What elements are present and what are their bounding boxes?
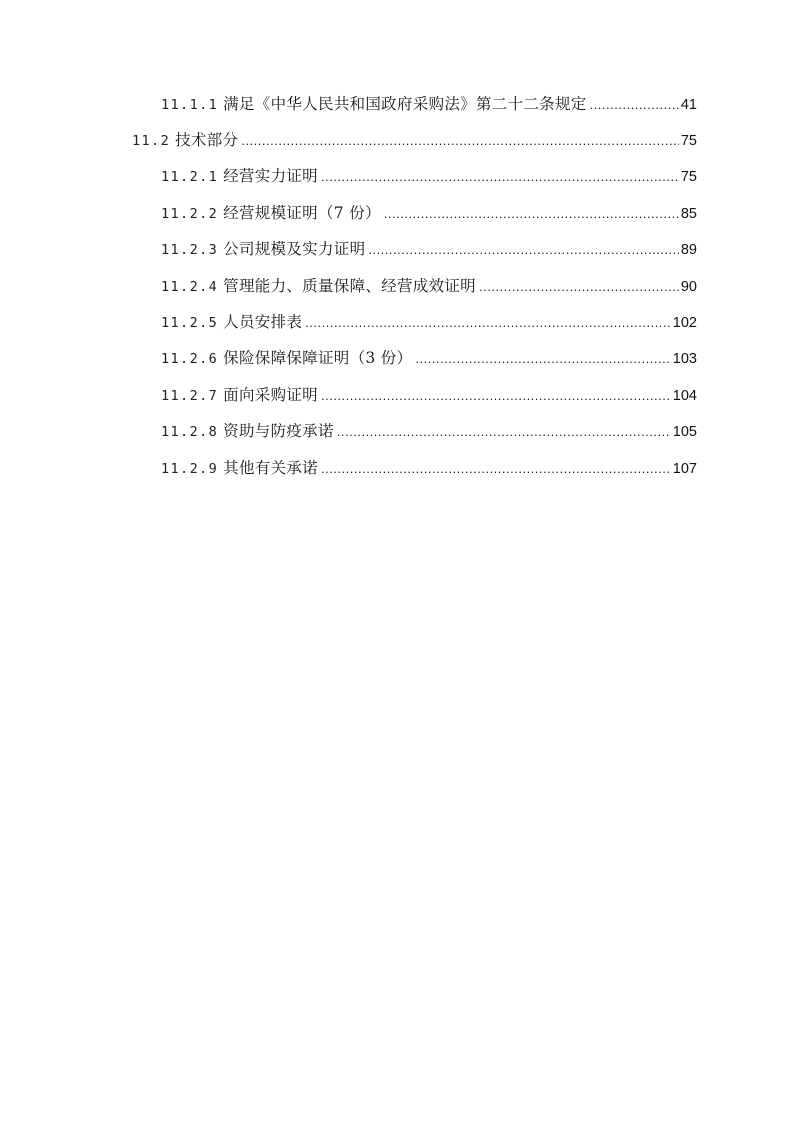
toc-entry-number: 11.2.9 (161, 460, 219, 477)
toc-entry-number: 11.2 (132, 133, 171, 150)
toc-entry-11-2-3[interactable] (0, 232, 794, 268)
toc-entry-page: 75 (680, 133, 697, 150)
toc-leader-dots (479, 277, 679, 295)
toc-leader-dots (321, 386, 671, 404)
toc-entry-11-2-7[interactable] (0, 377, 794, 413)
toc-entry-number: 11.1.1 (161, 96, 219, 113)
toc-leader-dots (368, 240, 678, 258)
toc-entry-page: 90 (680, 278, 697, 295)
toc-entry-page: 85 (680, 205, 697, 222)
toc-entry-11-2-8[interactable] (0, 414, 794, 450)
toc-entry-title: 技术部分 (175, 131, 239, 150)
toc-leader-dots (241, 131, 679, 149)
toc-entry-page: 104 (672, 387, 697, 404)
toc-entry-number: 11.2.8 (161, 424, 219, 441)
toc-leader-dots (337, 422, 671, 440)
toc-entry-number: 11.2.7 (161, 387, 219, 404)
toc-entry-number: 11.2.1 (161, 169, 219, 186)
toc-leader-dots (415, 349, 670, 367)
toc-entry-title: 管理能力、质量保障、经营成效证明 (223, 276, 476, 295)
toc-entry-number: 11.2.5 (161, 315, 219, 332)
toc-entry-page: 102 (672, 315, 697, 332)
toc-entry-number: 11.2.6 (161, 351, 219, 368)
toc-entry-page: 41 (680, 96, 697, 113)
toc-entry-number: 11.2.4 (161, 278, 219, 295)
toc-entry-title: 满足《中华人民共和国政府采购法》第二十二条规定 (223, 94, 587, 113)
toc-leader-dots (384, 204, 679, 222)
toc-entry-page: 105 (672, 424, 697, 441)
toc-entry-11-2-2[interactable] (0, 195, 794, 231)
toc-entry-11-2-6[interactable] (0, 341, 794, 377)
toc-leader-dots (305, 313, 671, 331)
toc-entry-number: 11.2.2 (161, 205, 219, 222)
toc-entry-title: 公司规模及实力证明 (223, 240, 366, 259)
toc-entry-11-1-1[interactable] (0, 86, 794, 122)
toc-entry-page: 75 (680, 169, 697, 186)
table-of-contents (0, 86, 794, 486)
toc-entry-11-2-1[interactable] (0, 159, 794, 195)
toc-entry-title: 资助与防疫承诺 (223, 422, 334, 441)
toc-entry-11-2-4[interactable] (0, 268, 794, 304)
toc-entry-title: 人员安排表 (223, 313, 303, 332)
toc-entry-title: 其他有关承诺 (223, 458, 318, 477)
toc-leader-dots (590, 95, 679, 113)
toc-entry-page: 103 (672, 351, 697, 368)
toc-leader-dots (321, 167, 679, 185)
toc-entry-number: 11.2.3 (161, 242, 219, 259)
toc-entry-title: 面向采购证明 (223, 385, 318, 404)
toc-entry-page: 89 (680, 242, 697, 259)
toc-entry-title: 经营规模证明（7 份） (223, 203, 381, 222)
toc-entry-title: 保险保障保障证明（3 份） (223, 349, 413, 368)
toc-leader-dots (321, 459, 671, 477)
toc-entry-11-2-5[interactable] (0, 304, 794, 340)
toc-entry-11-2[interactable] (0, 122, 794, 158)
toc-entry-title: 经营实力证明 (223, 167, 318, 186)
toc-entry-page: 107 (672, 460, 697, 477)
toc-entry-11-2-9[interactable] (0, 450, 794, 486)
